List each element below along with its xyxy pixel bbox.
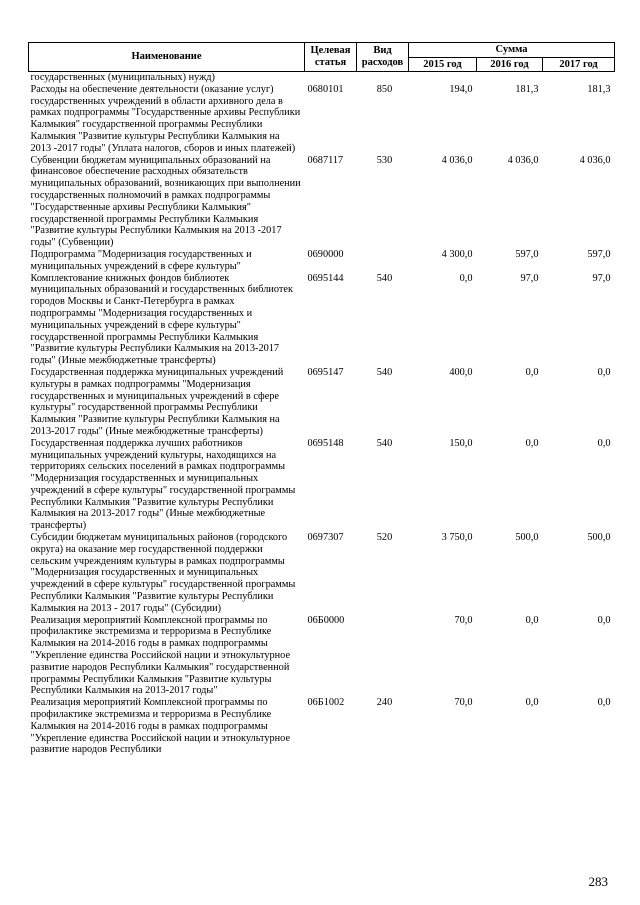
row-target-code: 0697307: [307, 532, 344, 544]
row-target-code: 0680101: [307, 83, 344, 95]
row-sum-2017: 0,0: [597, 614, 611, 626]
row-sum-2015: 3 750,0: [441, 532, 473, 544]
row-sum-2016: 97,0: [520, 272, 539, 284]
table-row: [29, 697, 615, 756]
row-sum-2015: 4 300,0: [441, 248, 473, 260]
table-row: [29, 155, 615, 249]
row-sum-2015: 150,0: [449, 437, 473, 449]
row-sum-2015: 4 036,0: [441, 154, 473, 166]
table-row: [29, 249, 615, 273]
row-sum-2016: 4 036,0: [507, 154, 539, 166]
row-sum-2016: 0,0: [525, 437, 539, 449]
row-sum-2016: 0,0: [525, 366, 539, 378]
row-sum-2017: [543, 72, 615, 84]
row-sum-2015: [409, 72, 477, 84]
row-name: Реализация мероприятий Комплексной программы по профилактике экстремизма и терроризма в Республике Калмыкия на 2014-2016 годы в рамках подпрограммы "Укрепление единства Российской нации и этнокультурное развитие народов Республики: [30, 697, 291, 756]
row-sum-2017: 97,0: [592, 272, 611, 284]
document-page: [28, 42, 614, 756]
budget-table: [28, 42, 615, 756]
row-sum-2016: 0,0: [525, 614, 539, 626]
row-target-code: 06Б0000: [307, 614, 345, 626]
table-row: [29, 367, 615, 438]
table-row: [29, 84, 615, 155]
header-year-2015: 2015 год: [409, 58, 477, 72]
row-name: Субсидии бюджетам муниципальных районов (городского округа) на оказание мер государственной поддержки сельским учреждениям культуры в рамках подпрограммы "Модернизация государственных и муниципальных учреждений в сфере культуры" государственной программы Республики Калмыкия "Развитие культуры Республики Калмыкия на 2013 - 2017 годы" (Субсидии): [30, 532, 296, 614]
row-name: Государственная поддержка муниципальных учреждений культуры в рамках подпрограммы "Модернизация государственных и муниципальных учреждений в сфере культуры" государственной программы Республики Калмыкия "Развитие культуры Республики Калмыкия на 2013-2017 годы" (Иные межбюджетные трансферты): [30, 366, 284, 437]
row-sum-2017: 0,0: [597, 437, 611, 449]
row-expense-type: 540: [376, 437, 393, 449]
table-row: [29, 273, 615, 367]
row-name: Реализация мероприятий Комплексной программы по профилактике экстремизма и терроризма в Республике Калмыкия на 2014-2016 годы в рамках подпрограммы "Укрепление единства Российской нации и этнокультурное развитие народов Республики Калмыкия" государственной программы Республики Калмыкия "Развитие культуры Республики Калмыкия на 2013-2017 годы": [30, 614, 291, 697]
row-name: Государственная поддержка лучших работников муниципальных учреждений культуры, находящихся на территориях сельских поселений в рамках подпрограммы "Модернизация государственных и муниципальных учреждений в сфере культуры" государственной программы Республики Калмыкия "Развитие культуры Республики Калмыкия на 2013-2017 годы" (Иные межбюджетные трансферты): [30, 437, 296, 532]
row-name: Расходы на обеспечение деятельности (оказание услуг) государственных учреждений в области архивного дела в рамках подпрограммы "Государственные архивы Республики Калмыкия" государственной программы Республики Калмыкия "Развитие культуры Республики Калмыкия на 2013 -2017 годы" (Уплата налогов, сборов и иных платежей): [30, 83, 301, 154]
row-sum-2016: 597,0: [515, 248, 539, 260]
row-sum-2015: 400,0: [449, 366, 473, 378]
row-target-code: 0695148: [307, 437, 344, 449]
header-vid: Вид расходов: [357, 43, 409, 72]
row-sum-2016: [477, 72, 543, 84]
row-expense-type: 850: [376, 83, 393, 95]
row-sum-2016: 500,0: [515, 532, 539, 544]
table-row: [29, 532, 615, 615]
table-row: [29, 438, 615, 532]
header-name: Наименование: [29, 43, 305, 72]
row-expense-type: 240: [376, 697, 393, 709]
row-sum-2017: 0,0: [597, 366, 611, 378]
row-target-code: 06Б1002: [307, 697, 345, 709]
header-code: Целевая статья: [305, 43, 357, 72]
table-body: [29, 72, 615, 757]
row-sum-2017: 0,0: [597, 697, 611, 709]
row-sum-2017: 4 036,0: [579, 154, 611, 166]
header-year-2016: 2016 год: [477, 58, 543, 72]
row-sum-2016: 181,3: [515, 83, 539, 95]
row-target-code: 0690000: [307, 248, 344, 260]
row-sum-2015: 0,0: [459, 272, 473, 284]
table-row: [29, 72, 615, 84]
header-year-2017: 2017 год: [543, 58, 615, 72]
row-sum-2017: 500,0: [587, 532, 611, 544]
row-expense-type: [357, 72, 409, 84]
row-name: Подпрограмма "Модернизация государственных и муниципальных учреждений в сфере культуры": [30, 248, 252, 272]
header-sum: Сумма: [409, 43, 615, 58]
row-sum-2017: 181,3: [587, 83, 611, 95]
row-expense-type: [357, 615, 409, 698]
table-row: [29, 615, 615, 698]
page-number: 283: [588, 874, 608, 889]
row-expense-type: 540: [376, 272, 393, 284]
row-target-code: 0695144: [307, 272, 344, 284]
row-expense-type: 530: [376, 154, 393, 166]
row-sum-2015: 194,0: [449, 83, 473, 95]
row-name: Субвенции бюджетам муниципальных образований на финансовое обеспечение расходных обязательств муниципальных образований, возникающих при выполнении государственных полномочий в рамках подпрограммы "Государственные архивы Республики Калмыкия" государственной программы Республики Калмыкия "Развитие культуры Республики Калмыкия на 2013 -2017 годы" (Субвенции): [30, 154, 301, 249]
row-sum-2016: 0,0: [525, 697, 539, 709]
row-name: государственных (муниципальных) нужд): [30, 72, 215, 83]
row-name: Комплектование книжных фондов библиотек муниципальных образований и государственных библиотек городов Москвы и Санкт-Петербурга в рамках подпрограммы "Модернизация государственных и муниципальных учреждений в сфере культуры" государственной программы Республики Калмыкия "Развитие культуры Республики Калмыкия на 2013-2017 годы" (Иные межбюджетные трансферты): [30, 272, 293, 367]
row-sum-2015: 70,0: [454, 614, 473, 626]
row-expense-type: [357, 249, 409, 273]
row-target-code: 0687117: [307, 154, 344, 166]
row-sum-2017: 597,0: [587, 248, 611, 260]
table-header: [29, 43, 615, 72]
row-sum-2015: 70,0: [454, 697, 473, 709]
row-target-code: [305, 72, 357, 84]
row-expense-type: 520: [376, 532, 393, 544]
row-target-code: 0695147: [307, 366, 344, 378]
row-expense-type: 540: [376, 366, 393, 378]
